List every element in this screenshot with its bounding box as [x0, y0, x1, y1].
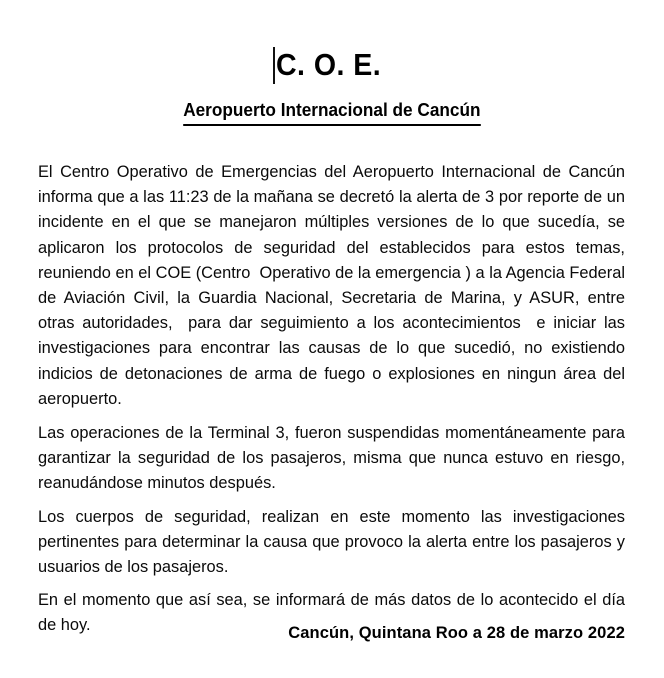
document-body — [38, 160, 630, 639]
paragraph-1: El Centro Operativo de Emergencias del Aeropuerto Internacional de Cancún informa que a las 11:23 de la mañana se decretó la alerta de 3 por reporte de un incidente en el que se manejaron múltiples versiones de lo que sucedía, se aplicaron los protocolos de seguridad del establecidos para estos temas, reuniendo en el COE (Centro Operativo de la emergencia ) a la Agencia Federal de Aviación Civil, la Guardia Nacional, Secretaria de Marina, y ASUR, entre otras autoridades, para dar seguimiento a los acontecimientos e iniciar las investigaciones para encontrar las causas de lo que sucedió, no existiendo indicios de detonaciones de arma de fuego o explosiones en ningun área del aeropuerto. — [38, 163, 630, 408]
document-subtitle — [0, 98, 664, 126]
paragraph-2: Las operaciones de la Terminal 3, fueron suspendidas momentáneamente para garantizar la seguridad de los pasajeros, misma que nunca estuvo en riesgo, reanudándose minutos después. — [38, 424, 630, 493]
signature-line: Cancún, Quintana Roo a 28 de marzo 2022 — [288, 624, 625, 642]
page-title: C. O. E. — [276, 47, 382, 82]
document-subtitle-text: Aeropuerto Internacional de Cancún — [183, 98, 480, 126]
document-title-block — [273, 46, 390, 84]
paragraph-4: En el momento que así sea, se informará de más datos de lo acontecido el día de hoy. — [38, 591, 630, 635]
document-header — [0, 0, 664, 126]
paragraph-3: Los cuerpos de seguridad, realizan en este momento las investigaciones pertinentes para determinar la causa que provoco la alerta entre los pasajeros y usuarios de los pasajeros. — [38, 507, 630, 577]
